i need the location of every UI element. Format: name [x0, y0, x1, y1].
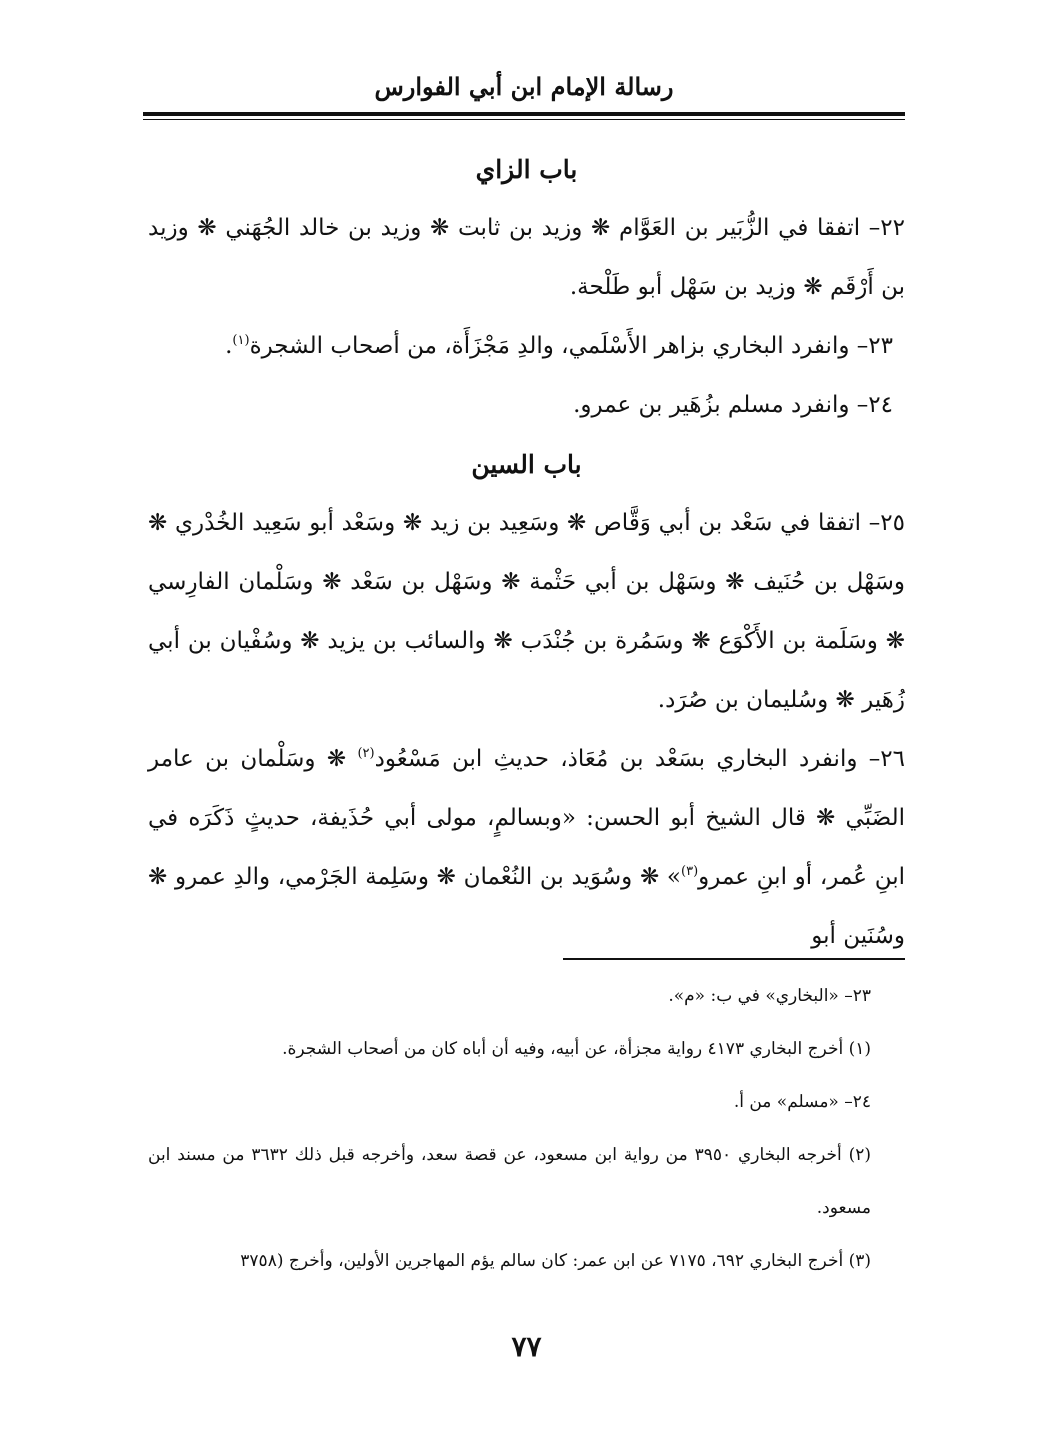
main-text	[148, 140, 905, 966]
entry-number: ٢٢–	[868, 215, 905, 241]
entry-text: » ❋ وسُوَيد بن النُعْمان ❋ وسَلِمة الجَرْمي، والدِ عمرو ❋ وسُنَين أبو	[148, 864, 905, 949]
footnote-separator	[563, 958, 905, 960]
entry-23	[148, 317, 905, 376]
entry-number: ٢٣–	[856, 333, 893, 359]
running-header: رسالة الإمام ابن أبي الفوارس	[374, 72, 674, 101]
section-title-sin: باب السين	[471, 450, 582, 479]
entry-text: وانفرد البخاري بزاهر الأَسْلَمي، والدِ مَجْزَأَة، من أصحاب الشجرة	[249, 333, 857, 359]
section-title-zay: باب الزاي	[475, 155, 578, 184]
entry-22	[148, 199, 905, 317]
footnote-item: (١) أخرج البخاري ٤١٧٣ رواية مجزأة، عن أبيه، وفيه أن أباه كان من أصحاب الشجرة.	[282, 1039, 871, 1059]
entry-number: ٢٥–	[868, 510, 905, 536]
entry-text: اتفقا في سَعْد بن أبي وَقَّاص ❋ وسَعِيد بن زيد ❋ وسَعْد أبو سَعِيد الخُدْري ❋ وسَهْل بن حُنَيف ❋ وسَهْل بن أبي حَثْمة ❋ وسَهْل بن سَعْد ❋ وسَلْمان الفارِسي ❋ وسَلَمة بن الأَكْوَع ❋ وسَمُرة بن جُنْدَب ❋ والسائب بن يزيد ❋ وسُفْيان بن أبي زُهَير ❋ وسُليمان بن صُرَد.	[148, 510, 905, 713]
header-rule-thin	[143, 119, 905, 120]
footnote-ref: (٢)	[357, 746, 375, 761]
entry-number: ٢٤–	[856, 392, 893, 418]
page-number: ٧٧	[511, 1330, 542, 1363]
footnote-item: ٢٣– «البخاري» في ب: «م».	[668, 986, 871, 1006]
entry-text: اتفقا في الزُّبَير بن العَوَّام ❋ وزيد بن ثابت ❋ وزيد بن خالد الجُهَني ❋ وزيد بن أَرْقَم ❋ وزيد بن سَهْل أبو طَلْحة.	[148, 215, 905, 300]
header-rule-thick	[143, 112, 905, 116]
footnote-item: (٢) أخرجه البخاري ٣٩٥٠ من رواية ابن مسعود، عن قصة سعد، وأخرجه قبل ذلك ٣٦٣٢ من مسند ابن مسعود.	[148, 1145, 872, 1218]
entry-text: وانفرد البخاري بسَعْد بن مُعَاذ، حديثِ ابن مَسْعُود	[374, 746, 869, 772]
footnote-ref: (١)	[232, 333, 250, 348]
entry-text: ❋ وسَلْمان بن عامر الضَبِّي ❋ قال الشيخ أبو الحسن: «وبسالمٍ، مولى أبي حُذَيفة، حديثٍ ذَكَرَه في ابنِ عُمر، أو ابنِ عمرو	[148, 746, 905, 890]
entry-24	[148, 376, 905, 435]
footnotes	[148, 970, 871, 1288]
footnote-item: ٢٤– «مسلم» من أ.	[733, 1092, 871, 1112]
entry-25	[148, 494, 905, 730]
entry-26	[148, 730, 905, 966]
entry-tail: .	[225, 333, 233, 359]
entry-text: وانفرد مسلم بزُهَير بن عمرو.	[573, 392, 857, 418]
entry-number: ٢٦–	[868, 746, 906, 772]
footnote-ref: (٣)	[681, 864, 699, 879]
footnote-item: (٣) أخرج البخاري ٦٩٢، ٧١٧٥ عن ابن عمر: كان سالم يؤم المهاجرين الأولين، وأخرج (٣٧٥٨	[240, 1251, 871, 1271]
